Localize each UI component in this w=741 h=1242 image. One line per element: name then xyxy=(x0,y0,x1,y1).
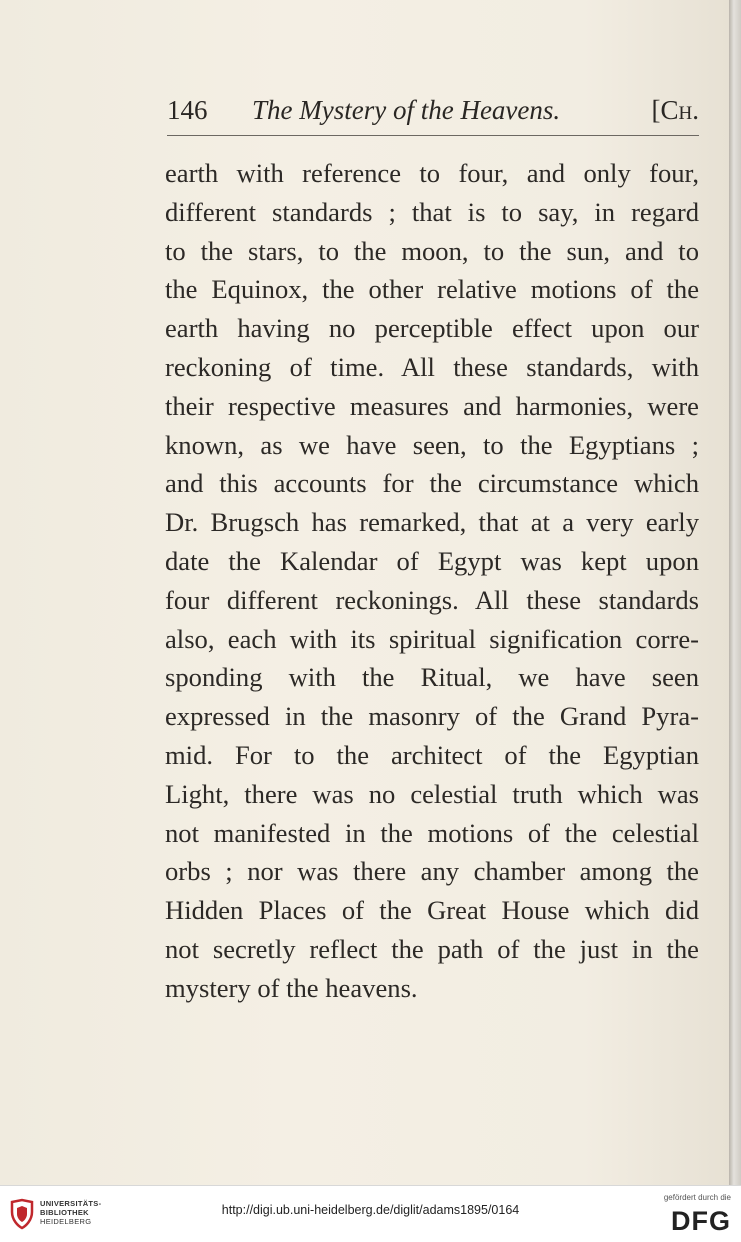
library-name-line: UNIVERSITÄTS- xyxy=(40,1199,102,1208)
text-line-last: mystery of the heavens. xyxy=(165,972,418,1003)
running-title: The Mystery of the Heavens. xyxy=(252,95,561,125)
text-line: to the stars, to the moon, to the sun, and to xyxy=(165,235,699,266)
text-line: reckoning of time. All these standards, with xyxy=(165,351,699,382)
text-line: four different reckonings. All these standards xyxy=(165,584,699,615)
text-line: earth having no perceptible effect upon our xyxy=(165,313,699,344)
text-line: sponding with the Ritual, we have seen xyxy=(165,662,699,693)
text-line: not secretly reflect the path of the just in the xyxy=(165,933,699,964)
text-line: Light, there was no celestial truth which was xyxy=(165,778,699,809)
text-line: known, as we have seen, to the Egyptians ; xyxy=(165,429,699,460)
page-edge xyxy=(729,0,741,1185)
text-line: expressed in the masonry of the Grand Pyra- xyxy=(165,701,699,732)
text-line: orbs ; nor was there any chamber among the xyxy=(165,856,699,887)
text-line: the Equinox, the other relative motions of the xyxy=(165,274,699,305)
text-line: their respective measures and harmonies, were xyxy=(165,390,699,421)
text-line: date the Kalendar of Egypt was kept upon xyxy=(165,545,699,576)
running-head xyxy=(167,92,699,128)
body-text xyxy=(165,154,699,1008)
header-rule xyxy=(167,135,699,136)
library-name-line: HEIDELBERG xyxy=(40,1217,92,1226)
text-line: Hidden Places of the Great House which did xyxy=(165,895,699,926)
viewer-footer xyxy=(0,1185,741,1242)
text-line: mid. For to the architect of the Egyptian xyxy=(165,739,699,770)
text-line: not manifested in the motions of the celestial xyxy=(165,817,699,848)
text-line: also, each with its spiritual signification corre- xyxy=(165,623,699,654)
text-line: Dr. Brugsch has remarked, that at a very early xyxy=(165,507,699,538)
page-number: 146 xyxy=(167,95,208,125)
funded-by-label: gefördert durch die xyxy=(663,1193,731,1202)
library-name-line: BIBLIOTHEK xyxy=(40,1208,89,1217)
permalink-url[interactable]: http://digi.ub.uni-heidelberg.de/diglit/adams1895/0164 xyxy=(221,1203,520,1217)
dfg-logo: DFG xyxy=(671,1206,731,1236)
text-line: and this accounts for the circumstance which xyxy=(165,468,699,499)
chapter-mark: [Ch. xyxy=(651,95,699,125)
text-line: earth with reference to four, and only four, xyxy=(165,158,699,188)
text-line: different standards ; that is to say, in regard xyxy=(165,196,699,227)
